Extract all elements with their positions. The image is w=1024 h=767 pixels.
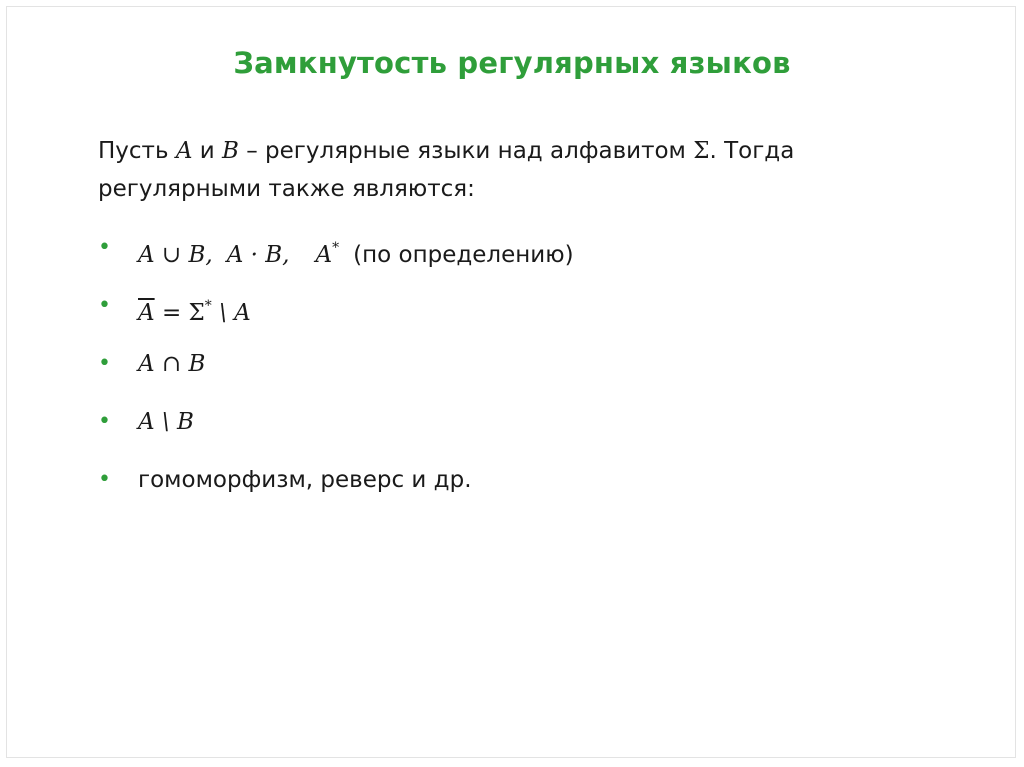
list-item-complement bbox=[98, 282, 958, 340]
intro-text-4: . Тогда регулярными также являются: bbox=[98, 138, 795, 202]
language-b: B bbox=[222, 138, 239, 164]
complement-rest: \ A bbox=[211, 300, 251, 326]
complement-eq: = Σ bbox=[161, 300, 205, 326]
intro-paragraph bbox=[98, 132, 958, 208]
definition-note: (по определению) bbox=[353, 242, 574, 268]
intro-text-2: и bbox=[192, 138, 223, 164]
product-expr: A · B, bbox=[226, 242, 290, 268]
union-expr: A ∪ B, bbox=[138, 242, 213, 268]
alphabet-sigma: Σ bbox=[693, 138, 710, 164]
complement-a: $\overline{A}$ bbox=[138, 300, 155, 326]
bullet-dot-icon: • bbox=[98, 467, 111, 492]
bullet-dot-icon: • bbox=[98, 409, 111, 434]
slide-title: Замкнутость регулярных языков bbox=[233, 46, 791, 80]
star-expr: A bbox=[315, 242, 333, 268]
bullet-dot-icon: • bbox=[98, 293, 111, 318]
list-item-difference bbox=[98, 398, 958, 456]
intro-text-3: – регулярные языки над алфавитом bbox=[238, 138, 694, 164]
bullet-dot-icon: • bbox=[98, 235, 111, 260]
intro-text-1: Пусть bbox=[98, 138, 176, 164]
list-item-intersection bbox=[98, 340, 958, 398]
list-item-basic-ops bbox=[98, 224, 958, 282]
closure-list bbox=[98, 224, 958, 514]
star-superscript: * bbox=[332, 240, 340, 256]
difference-expr: A \ B bbox=[138, 409, 194, 435]
list-item-other-ops bbox=[98, 456, 958, 514]
intersection-expr: A ∩ B bbox=[138, 351, 206, 377]
bullet-dot-icon: • bbox=[98, 351, 111, 376]
other-ops-text: гомоморфизм, реверс и др. bbox=[138, 467, 472, 493]
language-a: A bbox=[175, 138, 193, 164]
complement-star: * bbox=[204, 298, 212, 314]
